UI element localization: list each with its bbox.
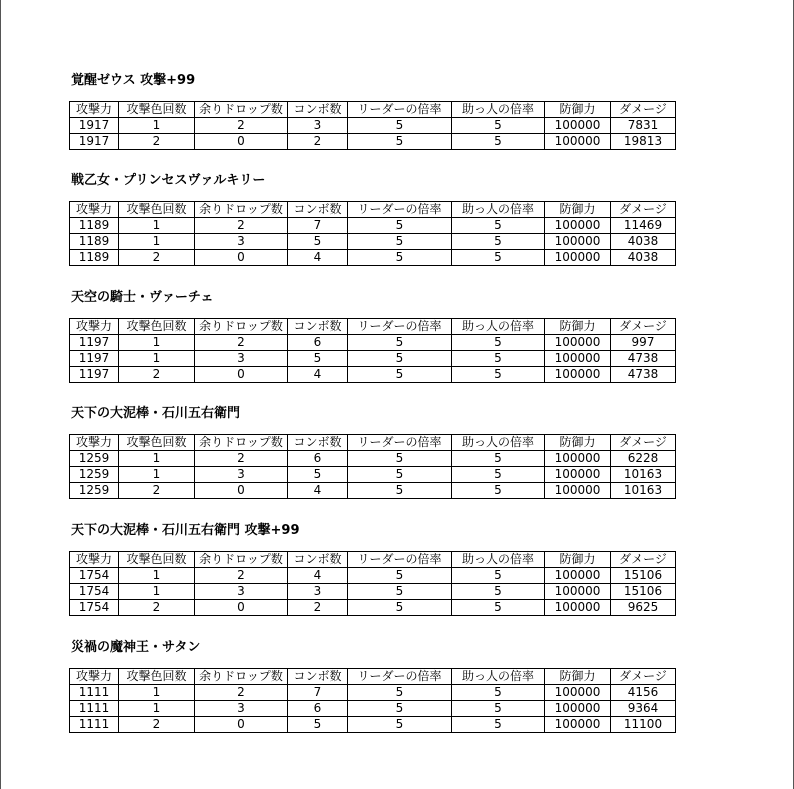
damage-table: [69, 201, 676, 266]
cell-damage: 15106: [611, 584, 676, 600]
cell-defense: 100000: [545, 717, 611, 733]
header-combo: コンボ数: [288, 202, 348, 218]
cell-attack-color-count: 1: [119, 234, 195, 250]
section-title: 災禍の魔神王・サタン: [71, 640, 201, 655]
cell-attack-color-count: 2: [119, 600, 195, 616]
cell-combo: 2: [288, 600, 348, 616]
header-leader-mult: リーダーの倍率: [348, 435, 452, 451]
cell-leader-mult: 5: [348, 118, 452, 134]
cell-extra-drops: 2: [195, 335, 288, 351]
cell-attack: 1754: [70, 584, 119, 600]
header-leader-mult: リーダーの倍率: [348, 202, 452, 218]
cell-damage: 19813: [611, 134, 676, 150]
damage-table: [69, 318, 676, 383]
table-row: [70, 218, 676, 234]
cell-extra-drops: 0: [195, 483, 288, 499]
cell-helper-mult: 5: [452, 335, 545, 351]
cell-attack: 1917: [70, 118, 119, 134]
cell-defense: 100000: [545, 134, 611, 150]
cell-helper-mult: 5: [452, 717, 545, 733]
cell-damage: 997: [611, 335, 676, 351]
cell-extra-drops: 0: [195, 367, 288, 383]
cell-attack-color-count: 1: [119, 701, 195, 717]
header-row: [70, 552, 676, 568]
cell-defense: 100000: [545, 250, 611, 266]
cell-damage: 4038: [611, 234, 676, 250]
cell-helper-mult: 5: [452, 584, 545, 600]
cell-helper-mult: 5: [452, 351, 545, 367]
cell-helper-mult: 5: [452, 701, 545, 717]
table-row: [70, 451, 676, 467]
cell-attack-color-count: 2: [119, 717, 195, 733]
cell-combo: 4: [288, 367, 348, 383]
table-row: [70, 701, 676, 717]
table-row: [70, 600, 676, 616]
cell-attack: 1197: [70, 367, 119, 383]
header-attack: 攻撃力: [70, 669, 119, 685]
cell-attack-color-count: 2: [119, 134, 195, 150]
cell-damage: 9625: [611, 600, 676, 616]
cell-damage: 10163: [611, 467, 676, 483]
cell-leader-mult: 5: [348, 685, 452, 701]
cell-attack: 1189: [70, 218, 119, 234]
header-defense: 防御力: [545, 552, 611, 568]
cell-combo: 2: [288, 134, 348, 150]
cell-defense: 100000: [545, 685, 611, 701]
header-helper-mult: 助っ人の倍率: [452, 552, 545, 568]
table-row: [70, 483, 676, 499]
cell-extra-drops: 0: [195, 600, 288, 616]
table-row: [70, 367, 676, 383]
table-row: [70, 568, 676, 584]
header-attack-color-count: 攻撃色回数: [119, 319, 195, 335]
cell-helper-mult: 5: [452, 234, 545, 250]
table-row: [70, 685, 676, 701]
cell-combo: 7: [288, 218, 348, 234]
header-damage: ダメージ: [611, 435, 676, 451]
cell-extra-drops: 0: [195, 250, 288, 266]
cell-damage: 11100: [611, 717, 676, 733]
cell-leader-mult: 5: [348, 367, 452, 383]
header-helper-mult: 助っ人の倍率: [452, 202, 545, 218]
cell-extra-drops: 2: [195, 218, 288, 234]
cell-damage: 6228: [611, 451, 676, 467]
header-combo: コンボ数: [288, 319, 348, 335]
damage-table: [69, 551, 676, 616]
cell-combo: 4: [288, 483, 348, 499]
header-damage: ダメージ: [611, 319, 676, 335]
cell-combo: 4: [288, 568, 348, 584]
table-row: [70, 234, 676, 250]
cell-damage: 15106: [611, 568, 676, 584]
table-row: [70, 351, 676, 367]
cell-leader-mult: 5: [348, 234, 452, 250]
cell-helper-mult: 5: [452, 483, 545, 499]
cell-attack-color-count: 1: [119, 568, 195, 584]
cell-helper-mult: 5: [452, 467, 545, 483]
cell-helper-mult: 5: [452, 600, 545, 616]
header-extra-drops: 余りドロップ数: [195, 102, 288, 118]
cell-attack-color-count: 1: [119, 467, 195, 483]
header-helper-mult: 助っ人の倍率: [452, 319, 545, 335]
cell-extra-drops: 0: [195, 134, 288, 150]
cell-combo: 6: [288, 335, 348, 351]
cell-defense: 100000: [545, 568, 611, 584]
cell-helper-mult: 5: [452, 118, 545, 134]
cell-leader-mult: 5: [348, 584, 452, 600]
cell-helper-mult: 5: [452, 218, 545, 234]
header-helper-mult: 助っ人の倍率: [452, 435, 545, 451]
section-title: 戦乙女・プリンセスヴァルキリー: [71, 173, 266, 188]
table-row: [70, 584, 676, 600]
cell-leader-mult: 5: [348, 335, 452, 351]
cell-combo: 4: [288, 250, 348, 266]
cell-attack: 1111: [70, 717, 119, 733]
header-row: [70, 435, 676, 451]
header-row: [70, 102, 676, 118]
cell-helper-mult: 5: [452, 134, 545, 150]
cell-defense: 100000: [545, 483, 611, 499]
cell-defense: 100000: [545, 584, 611, 600]
cell-attack-color-count: 1: [119, 685, 195, 701]
header-attack: 攻撃力: [70, 202, 119, 218]
cell-leader-mult: 5: [348, 483, 452, 499]
cell-combo: 5: [288, 234, 348, 250]
cell-extra-drops: 0: [195, 717, 288, 733]
damage-table: [69, 101, 676, 150]
header-defense: 防御力: [545, 669, 611, 685]
cell-attack: 1754: [70, 568, 119, 584]
cell-attack-color-count: 2: [119, 483, 195, 499]
cell-attack-color-count: 1: [119, 584, 195, 600]
cell-extra-drops: 2: [195, 118, 288, 134]
header-attack-color-count: 攻撃色回数: [119, 102, 195, 118]
cell-helper-mult: 5: [452, 451, 545, 467]
cell-attack-color-count: 1: [119, 351, 195, 367]
header-attack: 攻撃力: [70, 552, 119, 568]
header-attack-color-count: 攻撃色回数: [119, 435, 195, 451]
cell-defense: 100000: [545, 234, 611, 250]
cell-extra-drops: 3: [195, 467, 288, 483]
cell-helper-mult: 5: [452, 685, 545, 701]
header-attack: 攻撃力: [70, 102, 119, 118]
cell-damage: 10163: [611, 483, 676, 499]
header-helper-mult: 助っ人の倍率: [452, 102, 545, 118]
cell-combo: 6: [288, 701, 348, 717]
header-row: [70, 202, 676, 218]
cell-attack-color-count: 1: [119, 451, 195, 467]
cell-attack: 1189: [70, 250, 119, 266]
header-defense: 防御力: [545, 202, 611, 218]
header-defense: 防御力: [545, 319, 611, 335]
header-combo: コンボ数: [288, 552, 348, 568]
cell-leader-mult: 5: [348, 134, 452, 150]
section-title: 覚醒ゼウス 攻撃+99: [71, 73, 196, 88]
cell-extra-drops: 3: [195, 351, 288, 367]
header-leader-mult: リーダーの倍率: [348, 319, 452, 335]
header-extra-drops: 余りドロップ数: [195, 202, 288, 218]
cell-leader-mult: 5: [348, 701, 452, 717]
cell-damage: 4738: [611, 351, 676, 367]
header-combo: コンボ数: [288, 669, 348, 685]
header-attack-color-count: 攻撃色回数: [119, 202, 195, 218]
header-helper-mult: 助っ人の倍率: [452, 669, 545, 685]
cell-attack: 1197: [70, 335, 119, 351]
damage-table: [69, 668, 676, 733]
cell-combo: 6: [288, 451, 348, 467]
header-extra-drops: 余りドロップ数: [195, 319, 288, 335]
cell-attack: 1917: [70, 134, 119, 150]
header-leader-mult: リーダーの倍率: [348, 669, 452, 685]
cell-leader-mult: 5: [348, 451, 452, 467]
header-combo: コンボ数: [288, 435, 348, 451]
cell-combo: 7: [288, 685, 348, 701]
cell-helper-mult: 5: [452, 367, 545, 383]
cell-attack: 1189: [70, 234, 119, 250]
cell-damage: 9364: [611, 701, 676, 717]
cell-attack-color-count: 2: [119, 250, 195, 266]
cell-extra-drops: 2: [195, 685, 288, 701]
header-damage: ダメージ: [611, 669, 676, 685]
section-title: 天空の騎士・ヴァーチェ: [71, 290, 214, 305]
cell-leader-mult: 5: [348, 218, 452, 234]
table-row: [70, 717, 676, 733]
cell-leader-mult: 5: [348, 250, 452, 266]
cell-attack-color-count: 1: [119, 218, 195, 234]
cell-defense: 100000: [545, 451, 611, 467]
table-row: [70, 134, 676, 150]
cell-defense: 100000: [545, 218, 611, 234]
cell-attack: 1259: [70, 483, 119, 499]
cell-helper-mult: 5: [452, 250, 545, 266]
cell-leader-mult: 5: [348, 351, 452, 367]
cell-extra-drops: 3: [195, 234, 288, 250]
header-damage: ダメージ: [611, 102, 676, 118]
damage-table: [69, 434, 676, 499]
cell-attack-color-count: 1: [119, 335, 195, 351]
cell-attack: 1259: [70, 451, 119, 467]
cell-defense: 100000: [545, 118, 611, 134]
cell-damage: 11469: [611, 218, 676, 234]
header-extra-drops: 余りドロップ数: [195, 435, 288, 451]
table-row: [70, 467, 676, 483]
header-damage: ダメージ: [611, 552, 676, 568]
cell-leader-mult: 5: [348, 717, 452, 733]
cell-attack-color-count: 1: [119, 118, 195, 134]
header-row: [70, 669, 676, 685]
header-attack: 攻撃力: [70, 319, 119, 335]
cell-damage: 4038: [611, 250, 676, 266]
cell-leader-mult: 5: [348, 467, 452, 483]
cell-damage: 4156: [611, 685, 676, 701]
cell-leader-mult: 5: [348, 568, 452, 584]
cell-attack-color-count: 2: [119, 367, 195, 383]
cell-damage: 4738: [611, 367, 676, 383]
cell-attack: 1259: [70, 467, 119, 483]
section-title: 天下の大泥棒・石川五右衛門: [71, 406, 241, 421]
header-attack: 攻撃力: [70, 435, 119, 451]
cell-defense: 100000: [545, 467, 611, 483]
cell-extra-drops: 3: [195, 584, 288, 600]
cell-leader-mult: 5: [348, 600, 452, 616]
table-row: [70, 250, 676, 266]
cell-extra-drops: 3: [195, 701, 288, 717]
header-attack-color-count: 攻撃色回数: [119, 669, 195, 685]
header-damage: ダメージ: [611, 202, 676, 218]
table-row: [70, 335, 676, 351]
header-leader-mult: リーダーの倍率: [348, 552, 452, 568]
cell-defense: 100000: [545, 335, 611, 351]
cell-combo: 5: [288, 467, 348, 483]
cell-attack: 1197: [70, 351, 119, 367]
cell-combo: 3: [288, 584, 348, 600]
cell-extra-drops: 2: [195, 568, 288, 584]
cell-defense: 100000: [545, 351, 611, 367]
header-row: [70, 319, 676, 335]
cell-extra-drops: 2: [195, 451, 288, 467]
cell-combo: 5: [288, 351, 348, 367]
header-extra-drops: 余りドロップ数: [195, 552, 288, 568]
cell-defense: 100000: [545, 600, 611, 616]
header-defense: 防御力: [545, 102, 611, 118]
header-combo: コンボ数: [288, 102, 348, 118]
cell-helper-mult: 5: [452, 568, 545, 584]
header-attack-color-count: 攻撃色回数: [119, 552, 195, 568]
header-defense: 防御力: [545, 435, 611, 451]
cell-damage: 7831: [611, 118, 676, 134]
section-title: 天下の大泥棒・石川五右衛門 攻撃+99: [71, 523, 300, 538]
cell-attack: 1754: [70, 600, 119, 616]
cell-defense: 100000: [545, 701, 611, 717]
table-row: [70, 118, 676, 134]
cell-defense: 100000: [545, 367, 611, 383]
cell-attack: 1111: [70, 685, 119, 701]
cell-combo: 5: [288, 717, 348, 733]
header-extra-drops: 余りドロップ数: [195, 669, 288, 685]
cell-attack: 1111: [70, 701, 119, 717]
cell-combo: 3: [288, 118, 348, 134]
header-leader-mult: リーダーの倍率: [348, 102, 452, 118]
